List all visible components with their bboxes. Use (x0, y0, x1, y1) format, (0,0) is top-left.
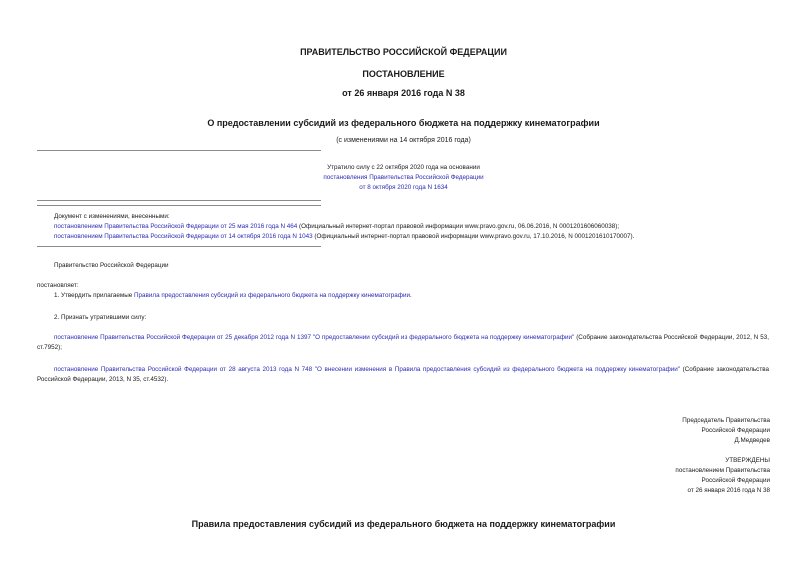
change-item (54, 232, 634, 242)
expired-text: Утратило силу с 22 октября 2020 года на основании (327, 164, 480, 171)
signature-block (470, 416, 770, 446)
approved-date: от 26 января 2016 года N 38 (687, 487, 770, 494)
invalid-item-1 (37, 333, 769, 353)
expired-link-1[interactable]: постановления Правительства Российской Федерации (323, 174, 484, 181)
invalid-link-2[interactable]: постановление Правительства Российской Федерации от 28 августа 2013 года N 748 "О внесении изменения в Правила предоставления субсидий из федерального бюджета на поддержку кинематографии" (54, 366, 681, 373)
item-1 (54, 291, 412, 301)
divider (37, 150, 321, 151)
invalid-source-2: (Собрание законодательства Российской Федерации, 2013, N 35, ст.4532). (37, 366, 769, 383)
signature-position: Председатель Правительства (682, 417, 770, 424)
changes-block (54, 212, 634, 242)
government-heading: ПРАВИТЕЛЬСТВО РОССИЙСКОЙ ФЕДЕРАЦИИ (300, 47, 507, 57)
signature-country: Российской Федерации (701, 427, 770, 434)
change-source-1: (Официальный интернет-портал правовой информации www.pravo.gov.ru, 06.06.2016, N 0001201606060038); (297, 223, 620, 230)
decides-text: постановляет: (37, 282, 79, 289)
invalid-source-1: (Собрание законодательства Российской Федерации, 2012, N 53, ст.7952); (37, 334, 769, 351)
document-title: О предоставлении субсидий из федерального бюджета на поддержку кинематографии (207, 118, 600, 128)
approved-block (470, 456, 770, 496)
changes-intro: Документ с изменениями, внесенными: (54, 213, 170, 220)
amendments-note: (с изменениями на 14 октября 2016 года) (336, 137, 471, 144)
item-1-prefix: 1. Утвердить прилагаемые (54, 292, 134, 299)
item-1-suffix: . (410, 292, 412, 299)
divider (37, 200, 321, 201)
change-link-1[interactable]: постановлением Правительства Российской Федерации от 25 мая 2016 года N 464 (54, 223, 298, 230)
item-2: 2. Признать утратившими силу: (54, 314, 147, 321)
divider (37, 246, 321, 247)
document-type: ПОСТАНОВЛЕНИЕ (362, 69, 445, 79)
change-source-2: (Официальный интернет-портал правовой информации www.pravo.gov.ru, 17.10.2016, N 0001201610170007). (312, 233, 635, 240)
expired-link-2[interactable]: от 8 октября 2020 года N 1634 (359, 184, 448, 191)
government-rf: Правительство Российской Федерации (54, 262, 169, 269)
approved-country: Российской Федерации (701, 477, 770, 484)
expired-notice (0, 163, 807, 193)
invalid-link-1[interactable]: постановление Правительства Российской Федерации от 25 декабря 2012 года N 1397 "О предоставлении субсидий из федерального бюджета на поддержку кинематографии" (54, 334, 575, 341)
rules-title: Правила предоставления субсидий из федерального бюджета на поддержку кинематографии (191, 519, 616, 529)
invalid-item-2 (37, 365, 769, 385)
change-item (54, 222, 634, 232)
approved-by: постановлением Правительства (675, 467, 770, 474)
signature-name: Д.Медведев (734, 437, 770, 444)
rules-link[interactable]: Правила предоставления субсидий из федерального бюджета на поддержку кинематографии (134, 292, 411, 299)
approved-title: УТВЕРЖДЕНЫ (725, 457, 770, 464)
divider (37, 205, 321, 206)
change-link-2[interactable]: постановлением Правительства Российской Федерации от 14 октября 2016 года N 1043 (54, 233, 313, 240)
document-date-number: от 26 января 2016 года N 38 (342, 88, 465, 98)
